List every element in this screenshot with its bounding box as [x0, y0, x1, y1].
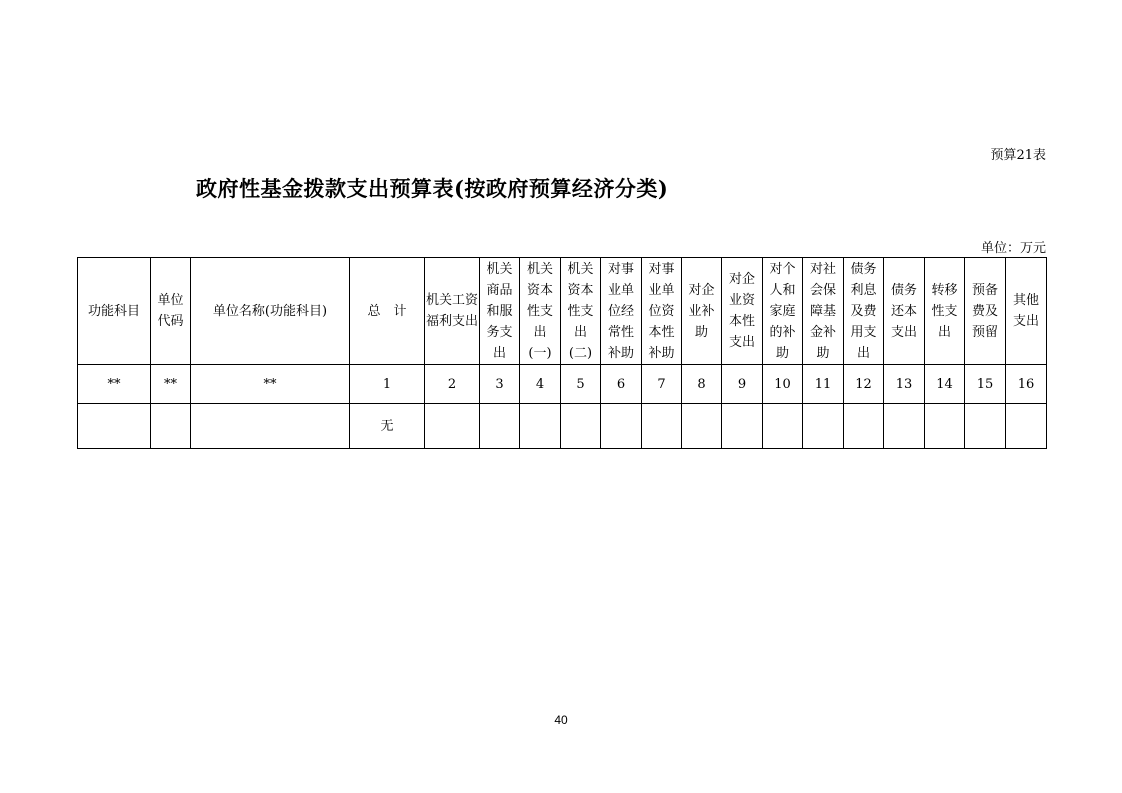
column-number-cell: 16	[1006, 365, 1047, 404]
header-label: 对企 业补 助	[688, 282, 715, 340]
header-label: 功能科目	[87, 303, 140, 319]
budget-table	[77, 257, 1047, 449]
header-label: 预备 费及 预留	[971, 282, 998, 340]
header-cell	[763, 258, 803, 365]
table-cell	[480, 404, 520, 449]
column-number-cell: 14	[925, 365, 965, 404]
table-cell	[965, 404, 1006, 449]
header-label: 对社 会保 障基 金补 助	[809, 261, 836, 361]
column-number-cell: 7	[642, 365, 682, 404]
header-label: 机关 资本 性支 出 (一)	[526, 261, 553, 361]
header-cell	[642, 258, 682, 365]
header-cell	[191, 258, 350, 365]
column-number-cell: **	[151, 365, 191, 404]
table-cell	[884, 404, 925, 449]
header-cell	[965, 258, 1006, 365]
column-number-cell: 1	[350, 365, 425, 404]
column-number-cell: **	[78, 365, 151, 404]
header-cell	[561, 258, 601, 365]
column-number-cell: 9	[722, 365, 763, 404]
header-cell	[601, 258, 642, 365]
column-number-cell: 12	[844, 365, 884, 404]
header-label: 单位 代码	[157, 293, 184, 329]
table-cell: 无	[350, 404, 425, 449]
column-number-cell: 2	[425, 365, 480, 404]
header-cell	[844, 258, 884, 365]
header-label: 对事 业单 位经 常性 补助	[607, 261, 634, 361]
header-cell	[1006, 258, 1047, 365]
header-cell	[722, 258, 763, 365]
table-cell	[925, 404, 965, 449]
table-cell	[642, 404, 682, 449]
column-number-cell: 6	[601, 365, 642, 404]
header-label: 机关 商品 和服 务支 出	[486, 261, 513, 361]
header-label: 对个 人和 家庭 的补 助	[769, 261, 796, 361]
header-label: 债务 还本 支出	[890, 282, 917, 340]
table-cell	[1006, 404, 1047, 449]
column-number-cell: **	[191, 365, 350, 404]
column-number-cell: 4	[520, 365, 561, 404]
header-cell	[520, 258, 561, 365]
table-cell	[844, 404, 884, 449]
column-number-cell: 5	[561, 365, 601, 404]
page-title: 政府性基金拨款支出预算表(按政府预算经济分类)	[196, 176, 669, 201]
table-cell	[601, 404, 642, 449]
table-cell	[803, 404, 844, 449]
column-number-cell: 8	[682, 365, 722, 404]
header-cell	[350, 258, 425, 365]
column-number-cell: 13	[884, 365, 925, 404]
column-number-row	[78, 365, 1047, 404]
unit-label: 单位：万元	[980, 241, 1046, 256]
header-label: 对企 业资 本性 支出	[728, 272, 755, 350]
table-cell	[191, 404, 350, 449]
header-label: 机关 资本 性支 出 (二)	[567, 261, 594, 361]
column-number-cell: 10	[763, 365, 803, 404]
header-cell	[884, 258, 925, 365]
table-cell	[763, 404, 803, 449]
header-label: 其他 支出	[1012, 293, 1039, 329]
table-cell	[425, 404, 480, 449]
page-number: 40	[554, 713, 568, 727]
column-number-cell: 15	[965, 365, 1006, 404]
header-label: 机关工资 福利支出	[426, 293, 479, 329]
header-label: 转移 性支 出	[931, 282, 958, 340]
table-row	[78, 404, 1047, 449]
header-cell	[480, 258, 520, 365]
header-cell	[925, 258, 965, 365]
column-number-cell: 3	[480, 365, 520, 404]
header-label: 总 计	[367, 303, 407, 319]
header-label: 对事 业单 位资 本性 补助	[648, 261, 675, 361]
header-label: 债务 利息 及费 用支 出	[850, 261, 877, 361]
table-cell	[561, 404, 601, 449]
table-cell	[520, 404, 561, 449]
header-label: 单位名称(功能科目)	[212, 303, 328, 319]
header-cell	[78, 258, 151, 365]
table-cell	[78, 404, 151, 449]
table-number: 预算21表	[990, 148, 1046, 163]
table-cell	[722, 404, 763, 449]
header-cell	[803, 258, 844, 365]
header-cell	[425, 258, 480, 365]
table-cell	[151, 404, 191, 449]
header-cell	[151, 258, 191, 365]
table-cell	[682, 404, 722, 449]
column-number-cell: 11	[803, 365, 844, 404]
header-cell	[682, 258, 722, 365]
header-row	[78, 258, 1047, 365]
